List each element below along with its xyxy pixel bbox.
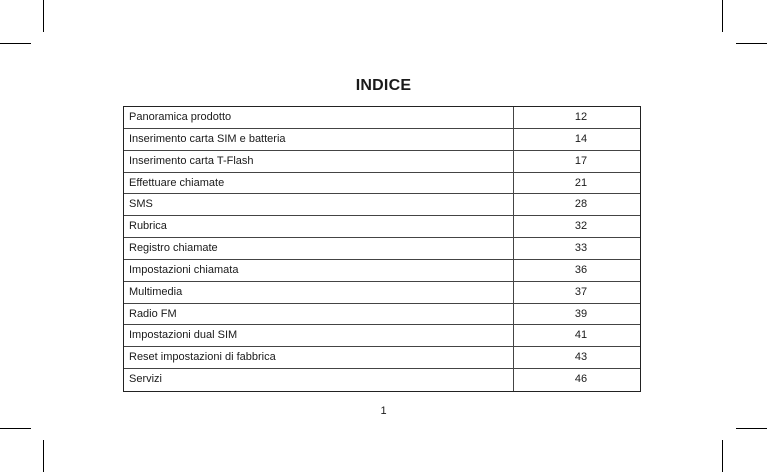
toc-entry-page: 21 (574, 176, 588, 189)
toc-row (124, 325, 640, 347)
toc-entry-label: Radio FM (124, 304, 514, 325)
crop-mark-bottom-left-horizontal (0, 428, 31, 429)
toc-entry-page: 14 (574, 132, 588, 145)
toc-entry-label: Registro chiamate (124, 238, 514, 259)
page-title: INDICE (355, 77, 412, 94)
page-number: 1 (380, 405, 387, 417)
toc-entry-page: 41 (574, 329, 588, 342)
toc-entry-label: Impostazioni chiamata (124, 260, 514, 281)
toc-row (124, 369, 640, 391)
toc-row (124, 238, 640, 260)
toc-entry-page: 12 (574, 111, 588, 123)
toc-entry-page: 46 (574, 373, 588, 386)
crop-mark-bottom-right-vertical (722, 440, 723, 472)
toc-entry-label: Servizi (124, 369, 514, 391)
toc-entry-label: Rubrica (124, 216, 514, 237)
toc-row (124, 151, 640, 173)
toc-entry-page: 33 (574, 242, 588, 255)
crop-mark-bottom-right-horizontal (736, 428, 767, 429)
toc-row (124, 173, 640, 195)
toc-entry-label: Multimedia (124, 282, 514, 303)
toc-entry-page: 37 (574, 285, 588, 298)
crop-mark-bottom-left-vertical (43, 440, 44, 472)
toc-row (124, 347, 640, 369)
toc-row (124, 129, 640, 151)
toc-entry-label: Effettuare chiamate (124, 173, 514, 194)
toc-row (124, 216, 640, 238)
toc-entry-label: SMS (124, 194, 514, 215)
crop-mark-top-left-vertical (43, 0, 44, 32)
toc-entry-page: 36 (574, 263, 588, 276)
crop-mark-top-left-horizontal (0, 43, 31, 44)
toc-entry-label: Panoramica prodotto (124, 107, 514, 128)
toc-entry-page: 28 (574, 198, 588, 211)
table-of-contents (123, 106, 641, 392)
toc-row (124, 260, 640, 282)
toc-entry-page: 43 (574, 351, 588, 364)
toc-entry-page: 17 (574, 154, 588, 167)
toc-row (124, 282, 640, 304)
crop-mark-top-right-vertical (722, 0, 723, 32)
toc-entry-page: 39 (574, 307, 588, 320)
crop-mark-top-right-horizontal (736, 43, 767, 44)
toc-row (124, 304, 640, 326)
toc-entry-label: Impostazioni dual SIM (124, 325, 514, 346)
toc-row (124, 107, 640, 129)
toc-entry-label: Reset impostazioni di fabbrica (124, 347, 514, 368)
toc-entry-label: Inserimento carta T-Flash (124, 151, 514, 172)
toc-entry-page: 32 (574, 220, 588, 233)
toc-row (124, 194, 640, 216)
toc-entry-label: Inserimento carta SIM e batteria (124, 129, 514, 150)
